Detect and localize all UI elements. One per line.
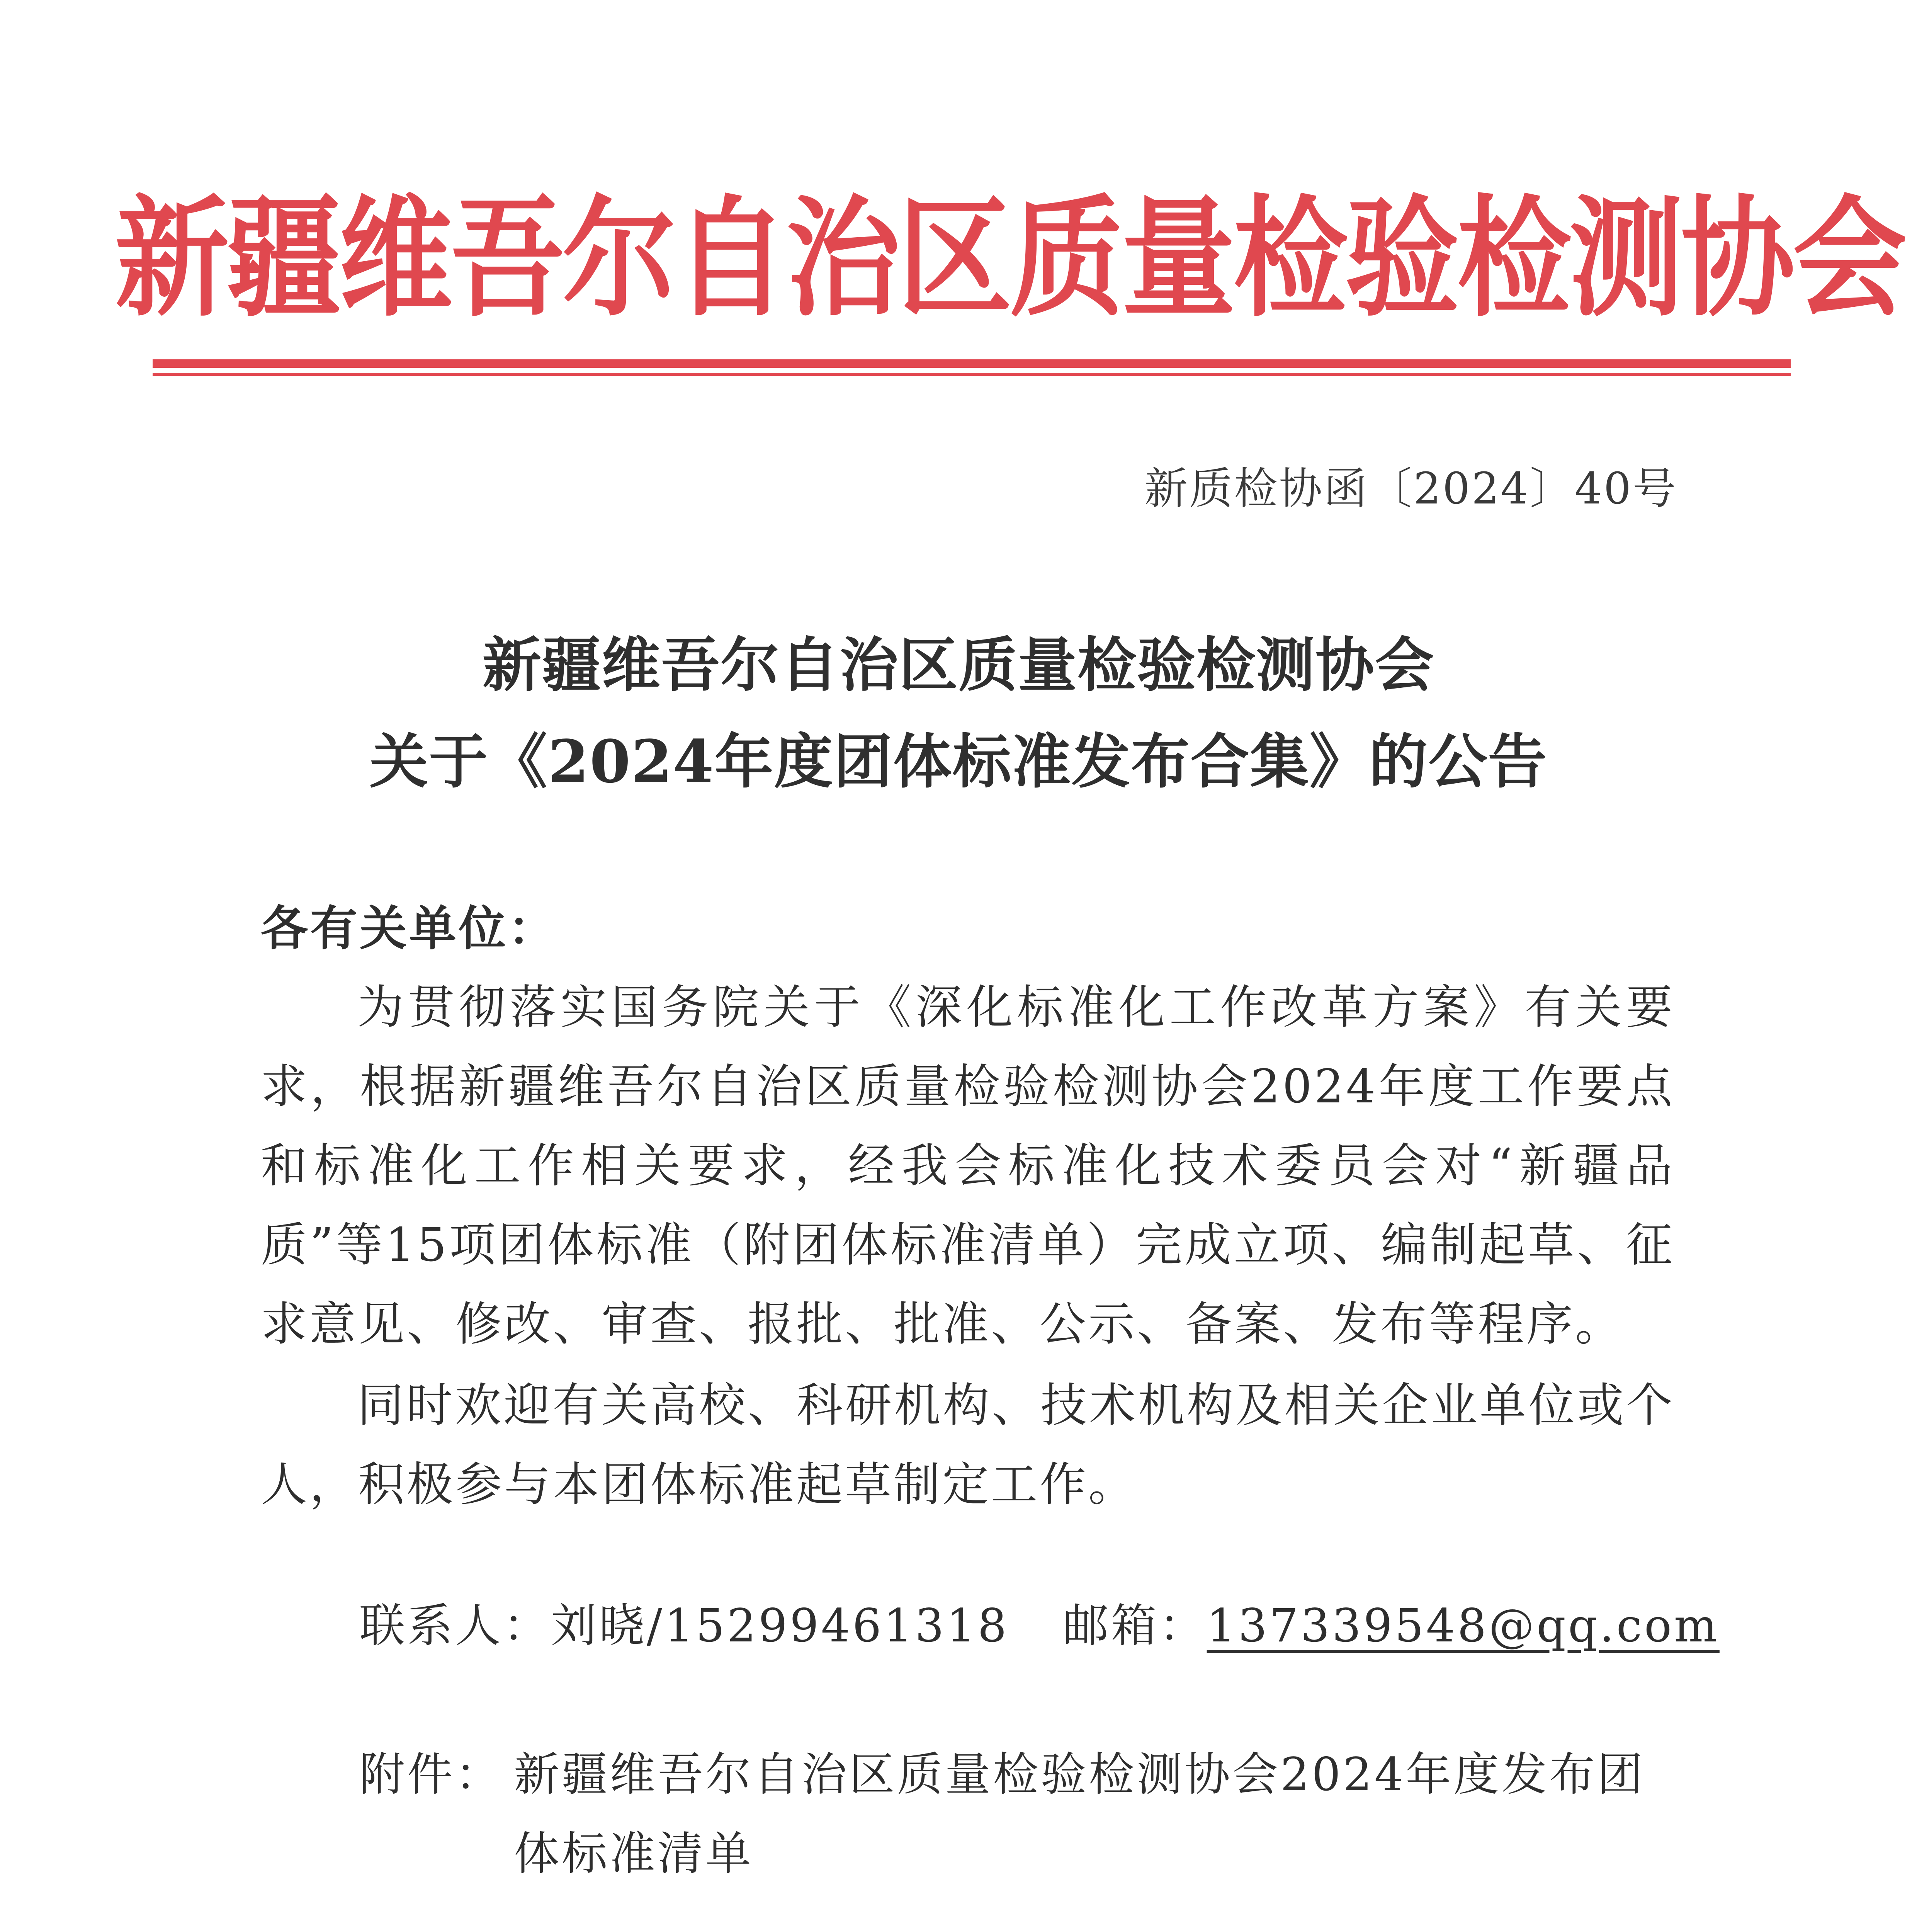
contact-line (359, 1586, 1720, 1665)
header-rule-thin (153, 373, 1791, 376)
contact-label: 联系人： (359, 1599, 551, 1652)
letterhead-org-name: 新疆维吾尔自治区质量检验检测协会 (115, 184, 1905, 334)
contact-person: 刘晓/15299461318 (551, 1599, 1009, 1652)
attachment-text: 新疆维吾尔自治区质量检验检测协会2024年度发布团体标准清单 (514, 1748, 1645, 1880)
body-paragraph-2: 同时欢迎有关高校、科研机构、技术机构及相关企业单位或个人，积极参与本团体标准起草制定工作。 (261, 1379, 1675, 1512)
title-line-1: 新疆维吾尔自治区质量检验检测协会 (483, 630, 1434, 699)
salutation: 各有关单位： (261, 900, 557, 956)
email-link[interactable]: 137339548@qq.com (1207, 1599, 1720, 1652)
document-number: 新质检协函〔2024〕40号 (1144, 464, 1677, 514)
attachment-label: 附件： (359, 1748, 503, 1801)
email-label: 邮箱： (1063, 1599, 1207, 1652)
title-line-2: 关于《2024年度团体标准发布合集》的公告 (369, 727, 1548, 796)
header-rule-thick (153, 359, 1791, 368)
body-paragraph-1: 为贯彻落实国务院关于《深化标准化工作改革方案》有关要求，根据新疆维吾尔自治区质量检验检测协会2024年度工作要点和标准化工作相关要求，经我会标准化技术委员会对“新疆品质”等15项团体标准（附团体标准清单）完成立项、编制起草、征求意见、修改、审查、报批、批准、公示、备案、发布等程序。 (261, 981, 1675, 1351)
